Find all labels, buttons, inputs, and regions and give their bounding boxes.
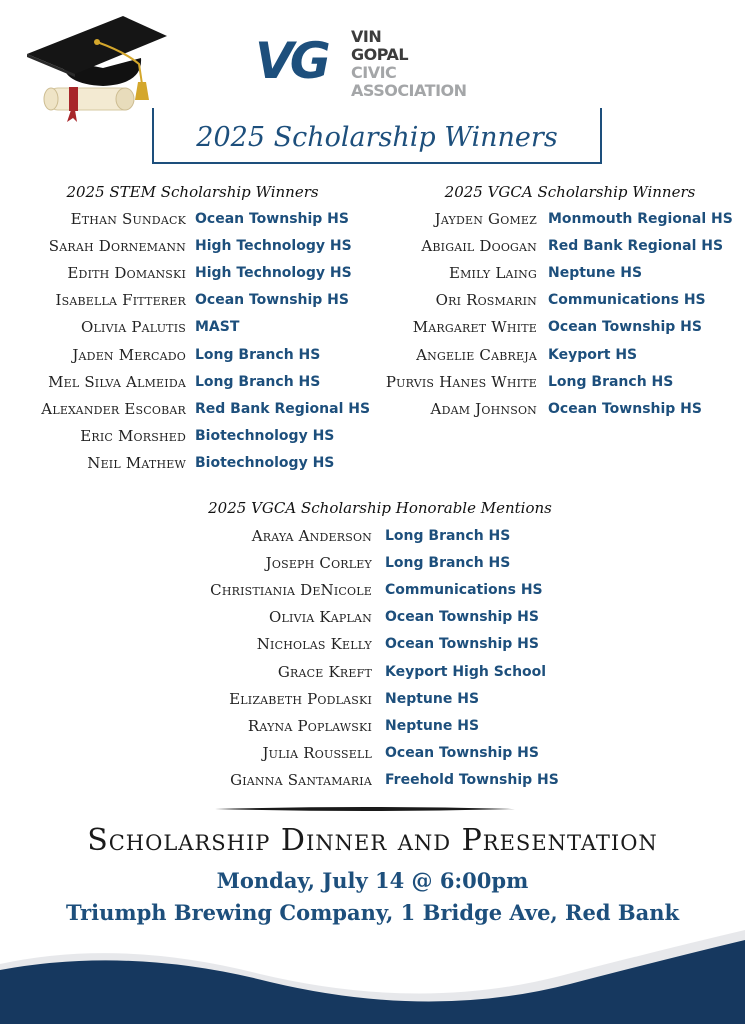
winner-name: Jayden Gomez [434,210,537,228]
winner-name: Isabella Fitterer [55,291,186,310]
page-title: 2025 Scholarship Winners [196,122,558,153]
list-item [0,743,745,770]
winner-name: Edith Domanski [67,264,186,283]
winner-school: Long Branch HS [195,346,321,363]
list-item [0,209,745,236]
winner-school: Biotechnology HS [195,454,335,471]
winner-school: Ocean Township HS [195,292,349,309]
winner-name: Angelie Cabreja [416,345,537,364]
winner-name: Ethan Sundack [70,210,186,228]
logo-initials: VG [255,32,327,90]
winner-school: Red Bank Regional HS [548,238,724,255]
winner-name: Adam Johnson [430,399,537,418]
winner-name: Olivia Palutis [81,318,186,337]
winner-name: Elizabeth Podlaski [229,689,372,708]
list-item [0,770,745,797]
list-item [0,372,745,399]
list-item [0,662,745,689]
logo-line: VIN [351,27,382,46]
list-item [0,236,745,263]
list-item [0,553,745,580]
winner-name: Eric Morshed [80,426,186,445]
winner-school: Neptune HS [385,690,480,707]
winner-school: Freehold Township HS [385,771,559,788]
winner-name: Joseph Corley [265,554,372,573]
list-item [0,426,745,453]
list-item [0,607,745,634]
list-item [0,399,745,426]
winner-name: Mel Silva Almeida [48,372,186,391]
winner-name: Nicholas Kelly [256,635,372,654]
winner-name: Rayna Poplawski [247,716,372,735]
list-item [0,263,745,290]
winner-name: Araya Anderson [251,527,372,545]
logo-line: GOPAL [351,45,409,64]
event-date: Monday, July 14 @ 6:00pm [216,868,529,893]
list-item [0,716,745,743]
winner-name: Alexander Escobar [41,399,186,418]
winner-school: Neptune HS [385,717,480,734]
winner-name: Abigail Doogan [421,237,537,256]
winner-name: Julia Roussell [262,743,372,762]
winner-school: Ocean Township HS [385,609,539,626]
winner-school: Long Branch HS [548,373,674,390]
winner-school: Red Bank Regional HS [195,400,371,417]
winner-name: Neil Mathew [87,453,186,472]
winner-school: High Technology HS [195,238,352,255]
winner-name: Margaret White [412,318,537,337]
winner-school: Long Branch HS [385,528,511,544]
graduation-cap-icon [25,12,170,124]
footer-wave [0,900,745,1024]
winner-school: Keyport HS [548,346,638,363]
list-item [0,580,745,607]
stem-heading: 2025 STEM Scholarship Winners [66,183,319,201]
winner-school: Monmouth Regional HS [548,211,733,227]
winner-school: High Technology HS [195,265,352,282]
winner-school: Neptune HS [548,265,643,282]
event-title: Scholarship Dinner and Presentation [87,823,658,858]
winner-school: Ocean Township HS [548,319,702,336]
winner-school: Keyport High School [385,663,547,680]
list-item [0,317,745,344]
winner-name: Jaden Mercado [72,345,186,364]
list-item [0,634,745,661]
logo-wordmark [351,28,467,100]
list-item [0,689,745,716]
honorable-heading: 2025 VGCA Scholarship Honorable Mentions [208,499,552,517]
winner-school: Biotechnology HS [195,427,335,444]
list-item [0,290,745,317]
list-item [0,526,745,553]
winner-name: Grace Kreft [277,662,372,681]
winner-name: Sarah Dornemann [48,237,186,256]
winner-name: Christiania DeNicole [210,581,372,600]
winner-school: Communications HS [385,582,543,599]
winner-name: Emily Laing [448,264,537,283]
vgca-heading: 2025 VGCA Scholarship Winners [444,183,696,201]
winner-school: Long Branch HS [385,555,511,572]
winner-school: Ocean Township HS [385,636,539,653]
winner-school: Ocean Township HS [195,211,349,227]
winner-school: Communications HS [548,292,706,309]
winner-school: Ocean Township HS [385,744,539,761]
winner-school: Ocean Township HS [548,400,702,417]
winner-school: MAST [195,319,240,336]
list-item [0,453,745,480]
winner-school: Long Branch HS [195,373,321,390]
org-logo [255,27,495,110]
winner-name: Gianna Santamaria [230,770,372,789]
logo-line: CIVIC [351,63,397,82]
logo-line: ASSOCIATION [351,81,467,100]
winner-name: Purvis Hanes White [385,372,537,391]
winner-name: Ori Rosmarin [435,291,537,310]
title-frame [152,108,602,164]
divider [215,806,515,812]
list-item [0,345,745,372]
event-location: Triumph Brewing Company, 1 Bridge Ave, Red Bank [65,900,680,925]
winner-name: Olivia Kaplan [269,608,372,627]
